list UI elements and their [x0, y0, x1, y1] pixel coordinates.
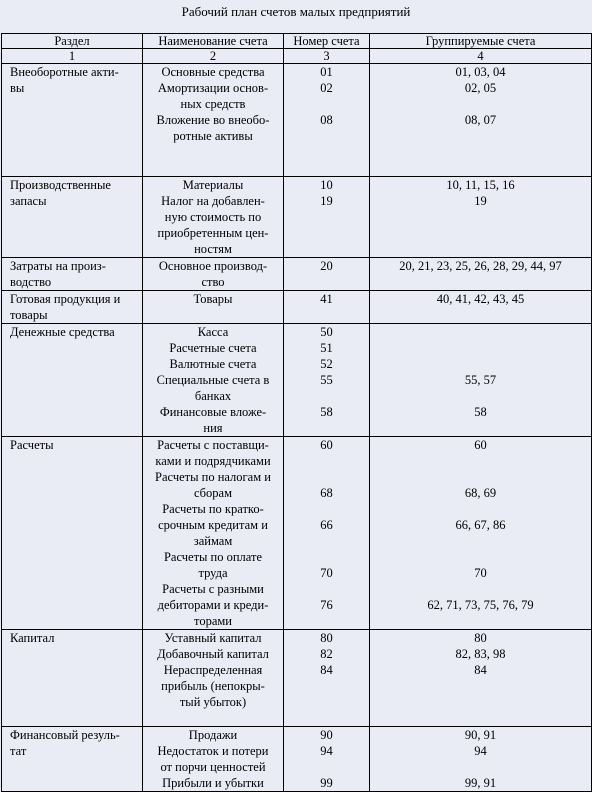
cell-line: 01, 03, 04 — [455, 65, 506, 79]
account-name-cell — [143, 177, 284, 258]
cell-line: ных средств — [180, 97, 246, 111]
cell-line: Готовая продукция и — [10, 292, 121, 306]
account-number-cell — [284, 64, 370, 177]
cell-line: срочным кредитам и — [158, 518, 268, 532]
cell-line — [284, 501, 369, 517]
cell-line: Расчеты по оплате — [163, 550, 263, 564]
cell-line: 52 — [320, 357, 333, 371]
grouped-accounts-cell — [370, 727, 592, 792]
cell-line — [10, 597, 138, 613]
cell-line: 58 — [474, 405, 487, 419]
section-cell — [2, 177, 143, 258]
cell-line — [284, 549, 369, 565]
cell-line: банках — [194, 389, 232, 403]
cell-line: 40, 41, 42, 43, 45 — [436, 292, 525, 306]
cell-line — [10, 469, 138, 485]
cell-line: 76 — [320, 598, 333, 612]
cell-line — [10, 485, 138, 501]
cell-line: запасы — [10, 194, 47, 208]
cell-line: 99, 91 — [464, 776, 497, 790]
cell-line: Расчеты по кратко- — [162, 502, 264, 516]
table-row — [2, 291, 592, 324]
cell-line — [370, 581, 591, 597]
cell-line — [370, 160, 591, 176]
cell-line — [10, 209, 138, 225]
column-number: 1 — [2, 49, 143, 64]
cell-line: 55 — [320, 373, 333, 387]
cell-line — [10, 533, 138, 549]
cell-line: Основное производ- — [158, 259, 268, 273]
cell-line: от порчи ценностей — [160, 760, 266, 774]
cell-line: 02, 05 — [464, 81, 497, 95]
cell-line: торами — [194, 614, 232, 628]
cell-line: ками и подрядчиками — [155, 454, 271, 468]
cell-line — [370, 613, 591, 629]
cell-line: Нераспределенная — [163, 663, 263, 677]
cell-line — [10, 759, 138, 775]
account-name-cell — [143, 324, 284, 437]
cell-line: Расчеты по налогам и — [155, 470, 271, 484]
cell-line — [10, 112, 138, 128]
table-row — [2, 437, 592, 630]
grouped-accounts-cell — [370, 324, 592, 437]
table-row — [2, 630, 592, 727]
cell-line — [10, 678, 138, 694]
cell-line: 08, 07 — [464, 113, 497, 127]
cell-line — [370, 710, 591, 726]
cell-line: ротные активы — [173, 129, 253, 143]
cell-line — [284, 307, 369, 323]
header-section: Раздел — [2, 34, 143, 49]
cell-line: 68, 69 — [464, 486, 497, 500]
cell-line — [370, 533, 591, 549]
cell-line: 01 — [320, 65, 333, 79]
cell-line: Расчеты — [10, 438, 54, 452]
cell-line — [10, 128, 138, 144]
cell-line — [284, 581, 369, 597]
chart-of-accounts-table — [1, 33, 592, 792]
account-name-cell — [143, 727, 284, 792]
cell-line: 62, 71, 73, 75, 76, 79 — [427, 598, 534, 612]
cell-line — [10, 694, 138, 710]
cell-line: 84 — [320, 663, 333, 677]
cell-line — [370, 549, 591, 565]
cell-line — [284, 759, 369, 775]
cell-line — [143, 144, 283, 160]
cell-line: Внеоборотные акти- — [10, 65, 119, 79]
cell-line: 66, 67, 86 — [455, 518, 506, 532]
cell-line: 82 — [320, 647, 333, 661]
cell-line: Расчетные счета — [169, 341, 257, 355]
cell-line: 19 — [320, 194, 333, 208]
cell-line — [10, 549, 138, 565]
cell-line: Затраты на произ- — [10, 259, 106, 273]
cell-line — [10, 96, 138, 112]
cell-line: приобретенным цен- — [157, 226, 269, 240]
cell-line — [10, 775, 138, 791]
cell-line — [284, 96, 369, 112]
grouped-accounts-cell — [370, 258, 592, 291]
cell-line — [10, 388, 138, 404]
cell-line: 66 — [320, 518, 333, 532]
cell-line: дебиторами и креди- — [157, 598, 269, 612]
header-grouped-accounts: Группируемые счета — [370, 34, 592, 49]
account-number-cell — [284, 437, 370, 630]
cell-line: Основные средства — [161, 65, 265, 79]
cell-line — [284, 694, 369, 710]
cell-line: труда — [198, 566, 228, 580]
cell-line: Производственные — [10, 178, 111, 192]
cell-line — [284, 160, 369, 176]
account-name-cell — [143, 258, 284, 291]
cell-line — [143, 160, 283, 176]
cell-line: Капитал — [10, 631, 55, 645]
cell-line — [370, 209, 591, 225]
cell-line: 99 — [320, 776, 333, 790]
cell-line: Специальные счета в — [156, 373, 270, 387]
cell-line: 70 — [474, 566, 487, 580]
cell-line: вы — [10, 81, 25, 95]
cell-line: Недостаток и потери — [157, 744, 269, 758]
cell-line — [370, 453, 591, 469]
cell-line — [370, 388, 591, 404]
account-number-cell — [284, 291, 370, 324]
cell-line: Налог на добавлен- — [161, 194, 265, 208]
cell-line: 60 — [320, 438, 333, 452]
column-number: 2 — [143, 49, 284, 64]
cell-line: 90 — [320, 728, 333, 742]
table-row — [2, 177, 592, 258]
cell-line: 50 — [320, 325, 333, 339]
cell-line: Валютные счета — [169, 357, 257, 371]
section-cell — [2, 324, 143, 437]
cell-line — [370, 501, 591, 517]
cell-line — [284, 453, 369, 469]
cell-line: 10, 11, 15, 16 — [446, 178, 515, 192]
cell-line: Вложение во внеобо- — [156, 113, 270, 127]
cell-line: 82, 83, 98 — [455, 647, 506, 661]
cell-line — [284, 678, 369, 694]
cell-line — [284, 225, 369, 241]
section-cell — [2, 630, 143, 727]
cell-line: 94 — [474, 744, 487, 758]
cell-line — [370, 694, 591, 710]
cell-line — [284, 710, 369, 726]
cell-line — [10, 420, 138, 436]
cell-line — [10, 144, 138, 160]
cell-line — [10, 710, 138, 726]
cell-line — [10, 613, 138, 629]
cell-line: ния — [203, 421, 223, 435]
cell-line: 51 — [320, 341, 333, 355]
cell-line: Амортизации основ- — [157, 81, 269, 95]
cell-line: 20 — [320, 259, 333, 273]
account-number-cell — [284, 324, 370, 437]
cell-line: Финансовые вложе- — [159, 405, 267, 419]
account-name-cell — [143, 64, 284, 177]
cell-line — [370, 241, 591, 257]
cell-line — [143, 307, 283, 323]
section-cell — [2, 258, 143, 291]
grouped-accounts-cell — [370, 291, 592, 324]
section-cell — [2, 291, 143, 324]
header-row — [2, 34, 592, 49]
grouped-accounts-cell — [370, 437, 592, 630]
cell-line — [10, 241, 138, 257]
cell-line — [370, 274, 591, 290]
cell-line: тат — [10, 744, 27, 758]
cell-line: 94 — [320, 744, 333, 758]
cell-line: прибыль (непокры- — [161, 679, 265, 693]
cell-line — [10, 646, 138, 662]
cell-line: ную стоимость по — [164, 210, 262, 224]
cell-line — [10, 340, 138, 356]
cell-line: 60 — [474, 438, 487, 452]
table-row — [2, 64, 592, 177]
cell-line: товары — [10, 308, 48, 322]
cell-line: Прибыли и убытки — [162, 776, 264, 790]
account-number-cell — [284, 630, 370, 727]
cell-line — [370, 759, 591, 775]
header-account-name: Наименование счета — [143, 34, 284, 49]
account-number-cell — [284, 258, 370, 291]
cell-line: 10 — [320, 178, 333, 192]
page-title: Рабочий план счетов малых предприятий — [181, 4, 411, 19]
header-account-number: Номер счета — [284, 34, 370, 49]
cell-line: 02 — [320, 81, 333, 95]
cell-line — [10, 453, 138, 469]
column-number: 4 — [370, 49, 592, 64]
cell-line — [284, 533, 369, 549]
column-number-row — [2, 49, 592, 64]
section-cell — [2, 437, 143, 630]
cell-line: Уставный капитал — [164, 631, 262, 645]
grouped-accounts-cell — [370, 64, 592, 177]
cell-line: Материалы — [182, 178, 244, 192]
cell-line — [370, 356, 591, 372]
cell-line — [10, 662, 138, 678]
cell-line — [284, 274, 369, 290]
cell-line — [370, 340, 591, 356]
table-row — [2, 727, 592, 792]
account-name-cell — [143, 291, 284, 324]
cell-line — [284, 469, 369, 485]
cell-line — [10, 501, 138, 517]
cell-line — [370, 96, 591, 112]
cell-line — [284, 388, 369, 404]
cell-line — [370, 324, 591, 340]
cell-line: Касса — [197, 325, 229, 339]
cell-line: 90, 91 — [464, 728, 497, 742]
account-number-cell — [284, 177, 370, 258]
section-cell — [2, 64, 143, 177]
cell-line — [10, 565, 138, 581]
account-number-cell — [284, 727, 370, 792]
cell-line — [370, 420, 591, 436]
cell-line — [10, 356, 138, 372]
cell-line: 08 — [320, 113, 333, 127]
column-number: 3 — [284, 49, 370, 64]
cell-line: Добавочный капитал — [157, 647, 269, 661]
cell-line: 20, 21, 23, 25, 26, 28, 29, 44, 97 — [399, 259, 562, 273]
cell-line: сборам — [193, 486, 233, 500]
cell-line — [370, 307, 591, 323]
cell-line — [284, 420, 369, 436]
cell-line — [10, 517, 138, 533]
table-row — [2, 324, 592, 437]
account-name-cell — [143, 630, 284, 727]
table-row — [2, 258, 592, 291]
cell-line: водство — [10, 275, 52, 289]
cell-line: 58 — [320, 405, 333, 419]
cell-line — [143, 710, 283, 726]
cell-line — [10, 225, 138, 241]
cell-line: Финансовый резуль- — [10, 728, 120, 742]
cell-line — [284, 241, 369, 257]
cell-line — [370, 469, 591, 485]
cell-line: 84 — [474, 663, 487, 677]
cell-line — [10, 372, 138, 388]
cell-line: Расчеты с разными — [162, 582, 264, 596]
cell-line: займам — [193, 534, 233, 548]
cell-line: Продажи — [188, 728, 238, 742]
cell-line: 41 — [320, 292, 333, 306]
table-body — [2, 34, 592, 792]
cell-line: тый убыток) — [179, 695, 247, 709]
grouped-accounts-cell — [370, 630, 592, 727]
cell-line — [370, 678, 591, 694]
cell-line — [284, 209, 369, 225]
cell-line: 80 — [474, 631, 487, 645]
cell-line — [284, 144, 369, 160]
cell-line: 19 — [474, 194, 487, 208]
cell-line: Расчеты с поставщи- — [157, 438, 269, 452]
cell-line — [370, 128, 591, 144]
cell-line — [10, 404, 138, 420]
cell-line: 55, 57 — [464, 373, 497, 387]
cell-line: 80 — [320, 631, 333, 645]
grouped-accounts-cell — [370, 177, 592, 258]
cell-line — [370, 144, 591, 160]
cell-line — [284, 613, 369, 629]
cell-line: ностям — [194, 242, 232, 256]
section-cell — [2, 727, 143, 792]
cell-line: Денежные средства — [10, 325, 115, 339]
cell-line: 70 — [320, 566, 333, 580]
cell-line: 68 — [320, 486, 333, 500]
cell-line: ство — [201, 275, 225, 289]
account-name-cell — [143, 437, 284, 630]
cell-line — [10, 581, 138, 597]
cell-line — [284, 128, 369, 144]
cell-line — [10, 160, 138, 176]
cell-line — [370, 225, 591, 241]
cell-line: Товары — [193, 292, 233, 306]
